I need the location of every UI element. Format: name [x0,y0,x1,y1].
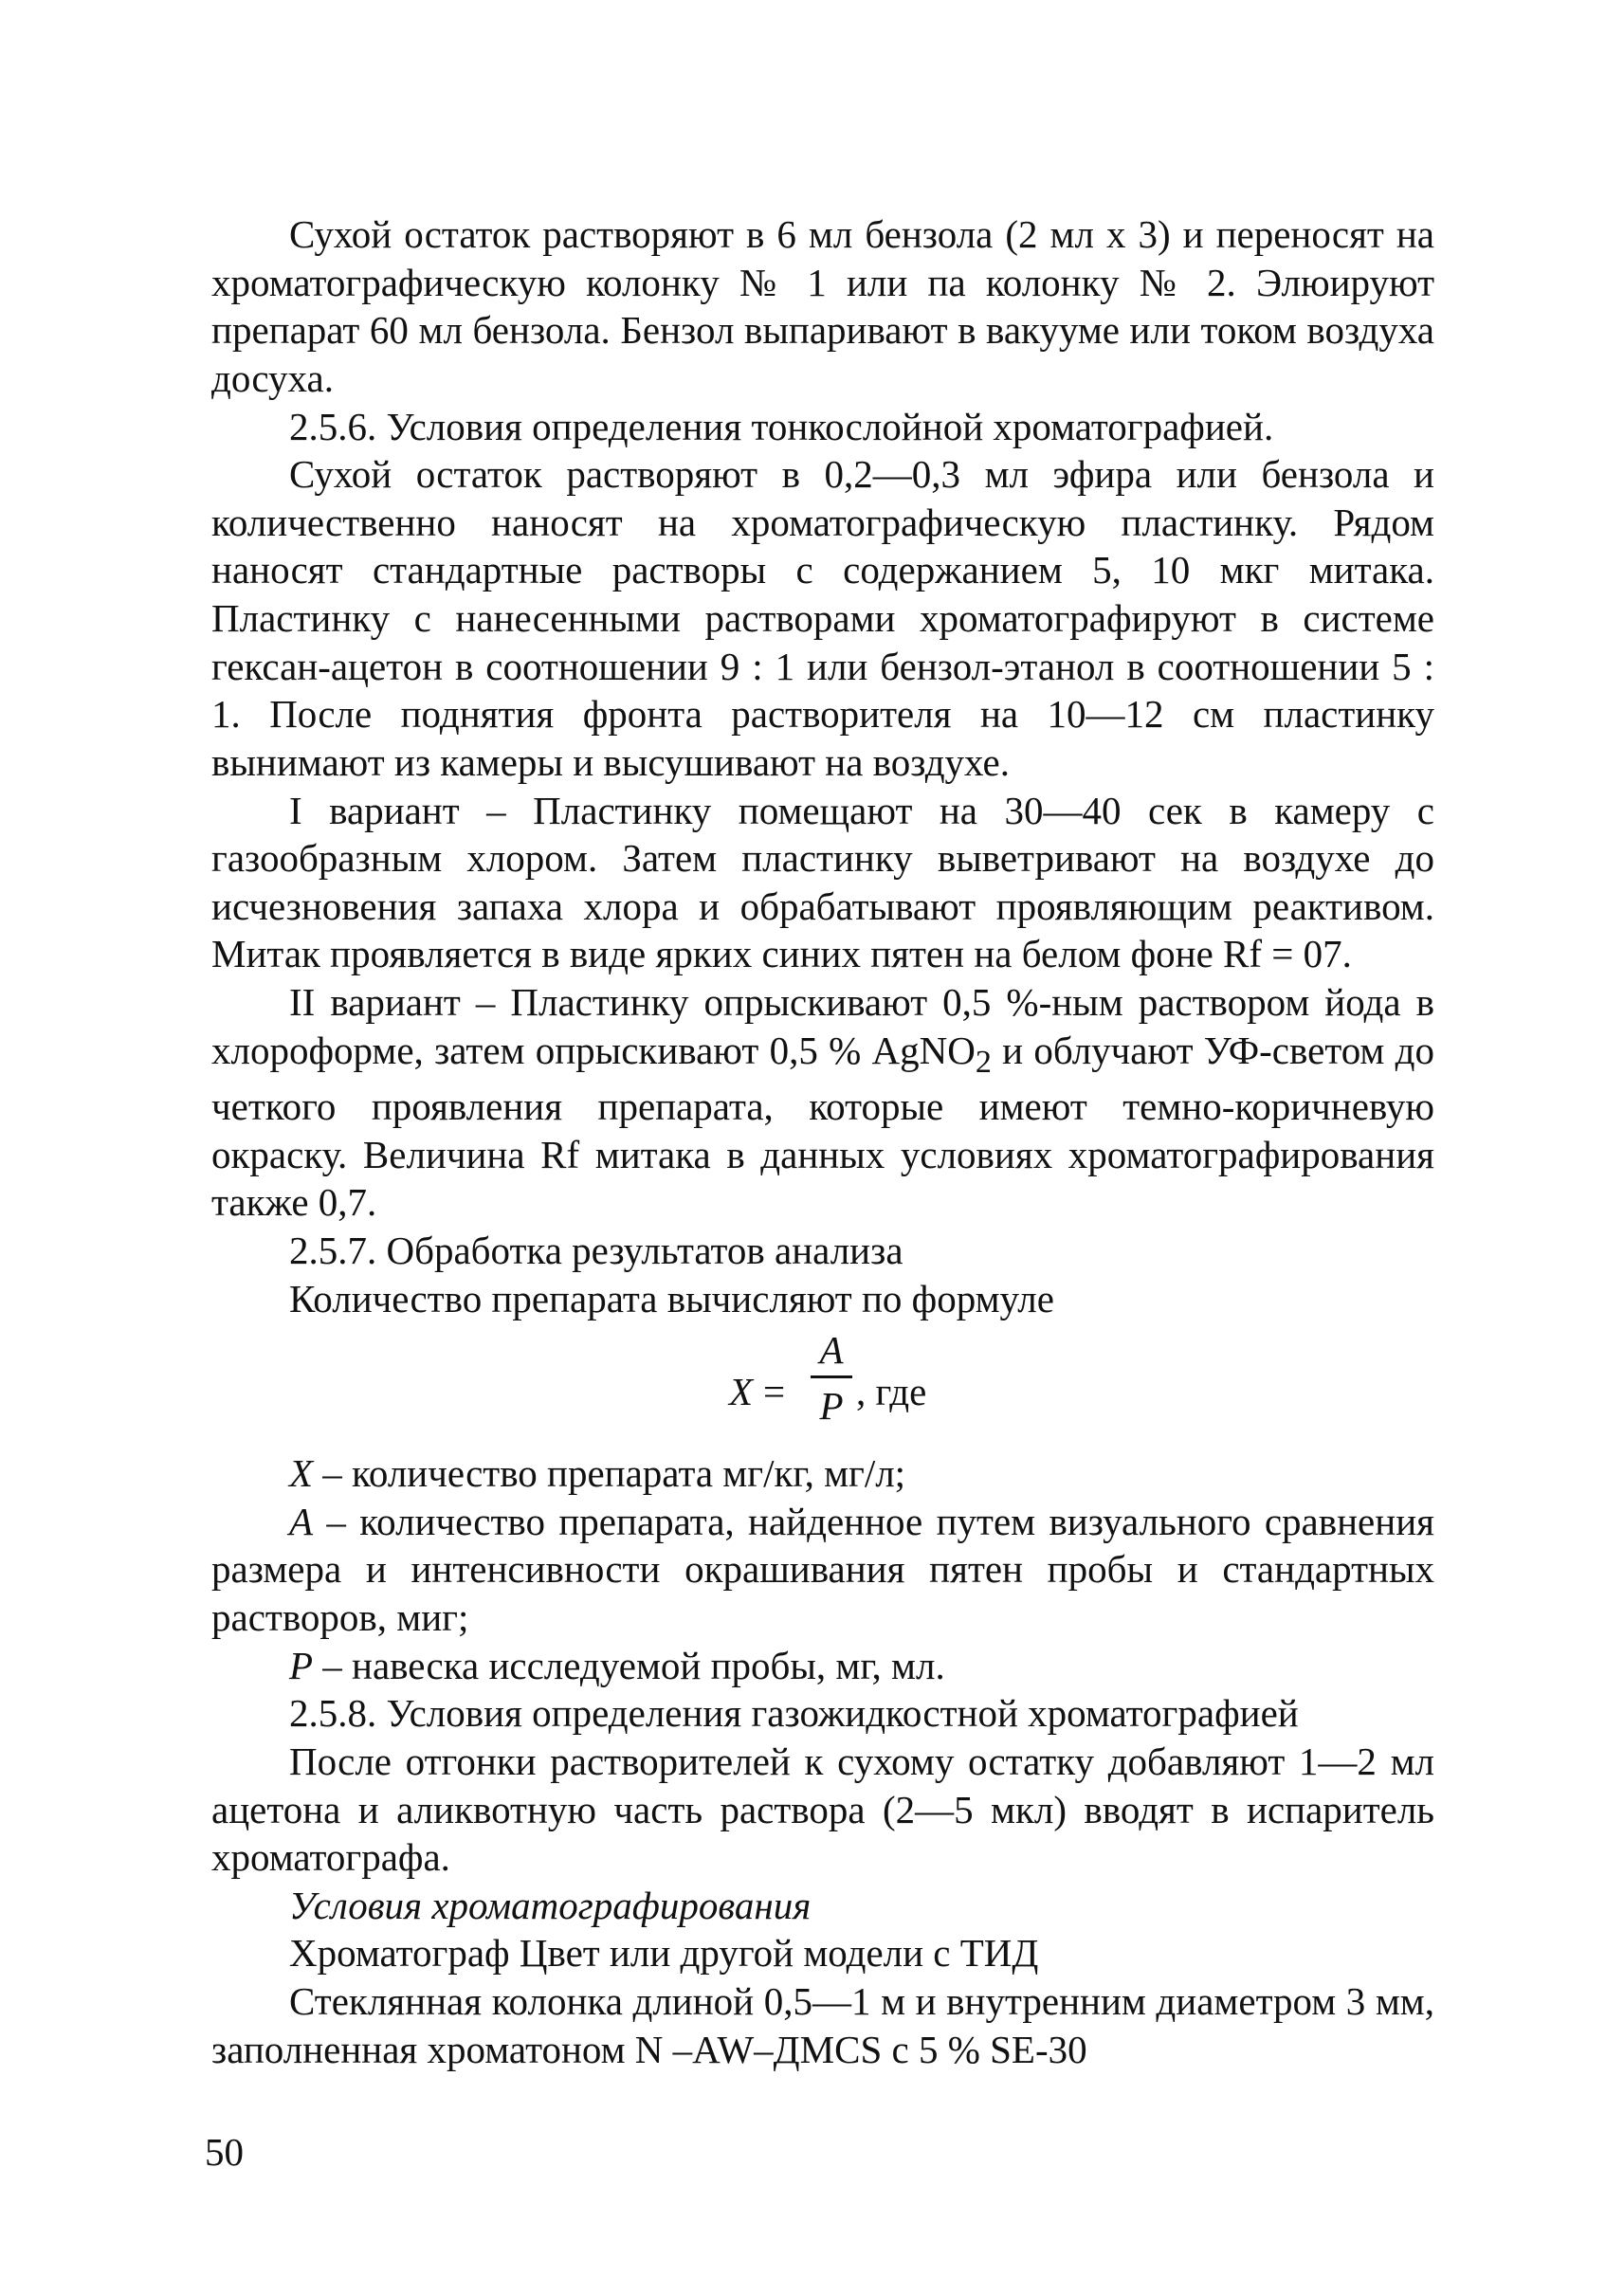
page-number: 50 [205,2130,244,2174]
subheading-conditions: Условия хроматографирования [289,1883,812,1927]
variant-2-text-a: II вариант – Пластинку опрыскивают 0,5 %-ным раствором йода в хлороформе, затем опрыскивают 0,5 % AgNO [211,980,1434,1072]
paragraph-glc-procedure: После отгонки растворителей к сухому остатку добавляют 1—2 мл ацетона и аликвотную часть раствора (2—5 мкл) вводят в испаритель хроматографа. [211,1739,1434,1880]
variant-2-subscript: 2 [975,1044,992,1080]
definition-x [211,1449,1434,1498]
definition-p-text: – навеска исследуемой пробы, мг, мл. [313,1643,945,1687]
formula-denominator: P [819,1384,844,1429]
formula-fraction-bar [811,1375,852,1378]
definition-a [211,1498,1434,1642]
paragraph-variant-1: I вариант – Пластинку помещают на 30—40 сек в камеру с газообразным хлором. Затем пластинку выветривают на воздухе до исчезновения запаха хлора и обрабатывают проявляющим реактивом. Митак проявляется в виде ярких синих пятен на белом фоне Rf = 07. [211,788,1434,976]
formula-fraction [811,1328,852,1428]
definition-p [211,1642,1434,1690]
paragraph-dry-residue: Сухой остаток растворяют в 6 мл бензола (2 мл х 3) и переносят на хроматографическую колонку № 1 или па колонку № 2. Элюируют препарат 60 мл бензола. Бензол выпаривают в вакууме или током воздуха досуха. [211,212,1434,400]
section-heading-2-5-8: 2.5.8. Условия определения газожидкостной хроматографией [289,1691,1299,1736]
formula-suffix: , где [856,1370,927,1414]
paragraph-variant-2 [211,978,1434,1227]
formula-numerator: A [819,1328,844,1373]
formula-equals: = [763,1370,786,1414]
section-heading-2-5-6: 2.5.6. Условия определения тонкослойной хроматографией. [289,404,1274,448]
definition-p-symbol: P [289,1643,314,1687]
paragraph-column: Стеклянная колонка длиной 0,5—1 м и внутренним диаметром 3 мм, заполненная хроматоном N –AW–ДМCS с 5 % SE-30 [211,1979,1434,2071]
paragraph-formula-intro: Количество препарата вычисляют по формуле [289,1276,1054,1321]
formula [211,1328,1434,1446]
document-page [211,210,1434,2073]
paragraph-chromatograph: Хроматограф Цвет или другой модели с ТИД [289,1931,1039,1976]
variant-2-text-b: и облучают УФ-светом до четкого проявления препарата, которые имеют темно-коричневую окраску. Величина Rf митака в данных условиях хроматографирования также 0,7. [211,1028,1434,1225]
definition-x-text: – количество препарата мг/кг, мг/л; [313,1451,906,1496]
paragraph-tlc-procedure: Сухой остаток растворяют в 0,2—0,3 мл эфира или бензола и количественно наносят на хроматографическую пластинку. Рядом наносят стандартные растворы с содержанием 5, 10 мкг митака. Пластинку с нанесенными растворами хроматографируют в системе гексан-ацетон в соотношении 9 : 1 или бензол-этанол в соотношении 5 : 1. После поднятия фронта растворителя на 10—12 см пластинку вынимают из камеры и высушивают на воздухе. [211,452,1434,784]
section-heading-2-5-7: 2.5.7. Обработка результатов анализа [289,1228,903,1272]
definition-a-text: – количество препарата, найденное путем визуального сравнения размера и интенсивности окрашивания пятен пробы и стандартных растворов, миг; [211,1499,1434,1639]
definition-x-symbol: X [289,1451,314,1496]
definition-a-symbol: A [289,1499,314,1543]
formula-lhs: X [729,1370,754,1414]
